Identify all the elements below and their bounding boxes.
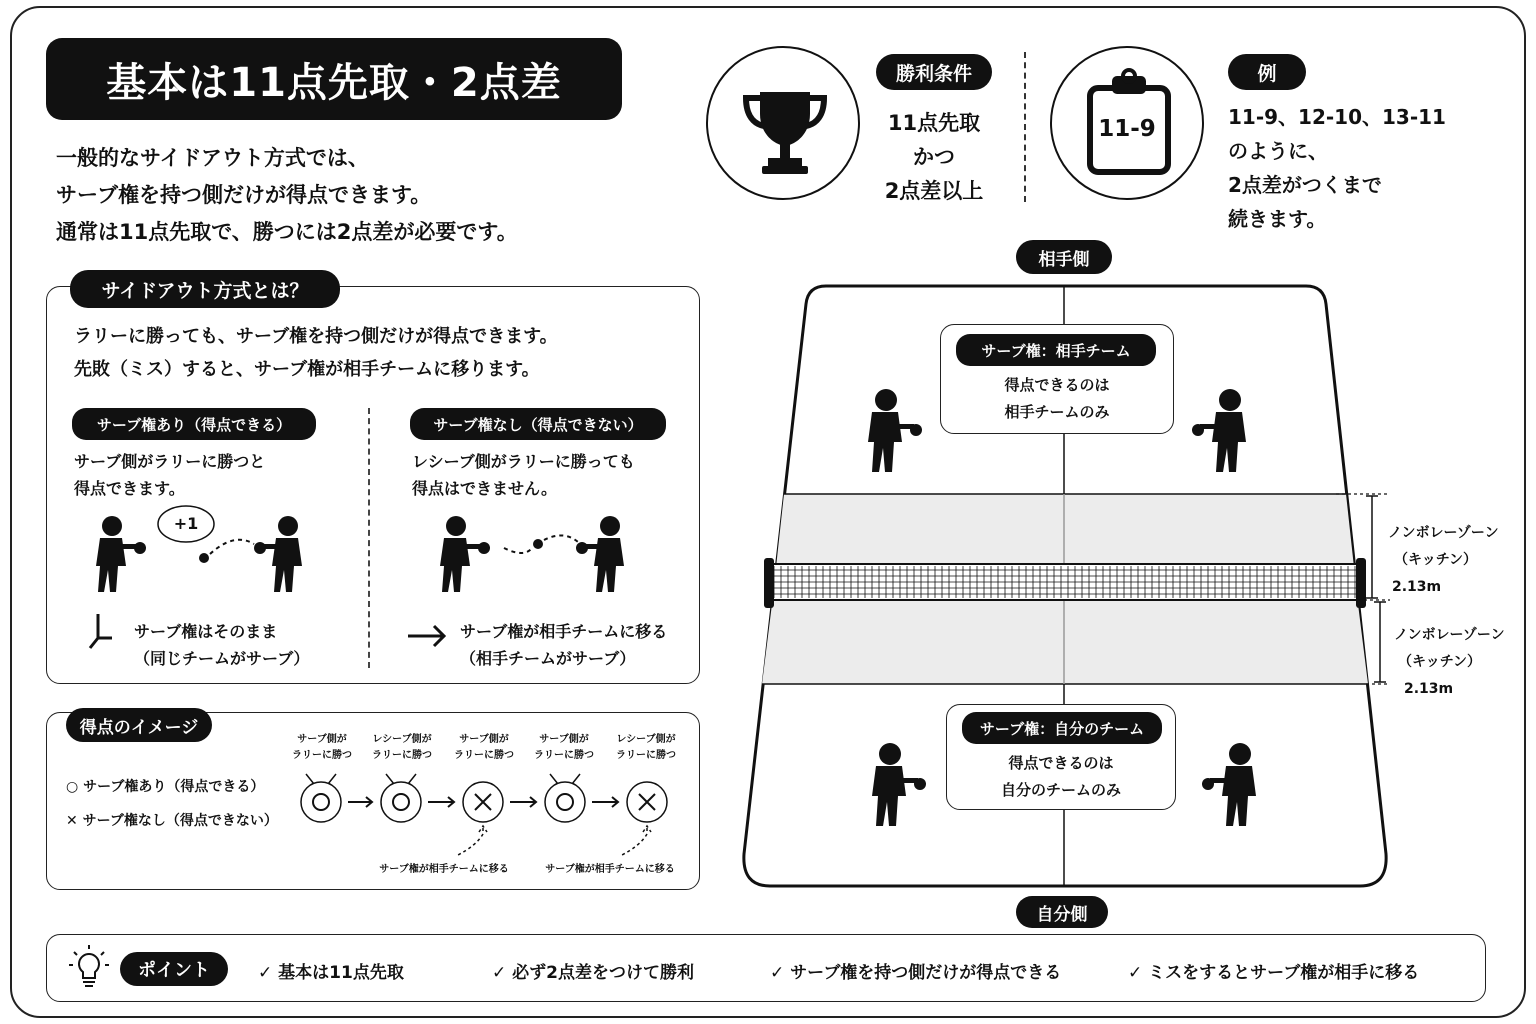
step-label: レシーブ側が ラリーに勝つ xyxy=(372,734,432,761)
kitchen-line: （キッチン） xyxy=(1398,654,1482,670)
kitchen-line: ノンボレーゾーン xyxy=(1388,525,1499,541)
win-condition-text xyxy=(868,106,1000,208)
example-line: 11-9、12-10、13-11 xyxy=(1228,105,1446,129)
step-circle xyxy=(381,782,421,822)
point-item: ✓ サーブ権を持つ側だけが得点できる xyxy=(770,963,1062,983)
clipboard-score: 11-9 xyxy=(1098,116,1156,142)
result-line: （相手チームがサーブ） xyxy=(460,649,636,668)
court-bottom-text xyxy=(946,750,1176,804)
legend-item: ○ サーブ権あり（得点できる） xyxy=(66,779,265,795)
move-label: サーブ権が相手チームに移る xyxy=(545,864,675,875)
serve-yes-text xyxy=(74,448,265,502)
point-item: ✓ 必ず2点差をつけて勝利 xyxy=(492,963,694,983)
intro-line: 通常は11点先取で、勝つには2点差が必要です。 xyxy=(56,220,518,244)
intro-line: サーブ権を持つ側だけが得点できます。 xyxy=(56,183,432,207)
serve-yes-result xyxy=(134,618,309,672)
win-line: 2点差以上 xyxy=(884,179,984,203)
kitchen-top-label xyxy=(1388,520,1499,601)
serve-no-line: 得点はできません。 xyxy=(412,479,557,498)
divider xyxy=(1024,52,1026,202)
ball xyxy=(533,539,543,549)
result-line: （同じチームがサーブ） xyxy=(134,649,310,668)
legend-item: ✕ サーブ権なし（得点できない） xyxy=(66,813,278,829)
trophy-icon xyxy=(708,48,862,202)
step-circle xyxy=(301,782,341,822)
step-label: レシーブ側が ラリーに勝つ xyxy=(616,734,676,761)
result-line: サーブ権はそのまま xyxy=(134,622,278,641)
win-condition-label: 勝利条件 xyxy=(876,54,992,90)
serve-yes-line: 得点できます。 xyxy=(74,479,185,498)
win-line: かつ xyxy=(913,145,955,169)
trophy-circle xyxy=(706,46,860,200)
serve-no-text xyxy=(412,448,635,502)
step-label: サーブ側が ラリーに勝つ xyxy=(292,734,352,761)
court-bottom-pill: サーブ権：自分のチーム xyxy=(962,712,1162,744)
point-item: ✓ 基本は11点先取 xyxy=(258,963,404,983)
example-label: 例 xyxy=(1228,54,1306,90)
arrow-right-icon xyxy=(406,622,448,650)
kitchen-line: （キッチン） xyxy=(1394,552,1478,568)
serve-no-result xyxy=(460,618,667,672)
arrow-down-icon xyxy=(84,612,114,652)
serve-yes-pill: サーブ権あり（得点できる） xyxy=(72,408,316,440)
court-bottom-line: 自分のチームのみ xyxy=(1000,781,1121,799)
page-title: 基本は11点先取・2点差 xyxy=(46,38,622,120)
player-icon xyxy=(254,516,302,592)
scoring-legend xyxy=(66,770,278,838)
points-pill: ポイント xyxy=(120,952,228,986)
example-line: のように、 xyxy=(1228,139,1328,163)
kitchen-line: ノンボレーゾーン xyxy=(1394,627,1505,643)
step-circle xyxy=(463,782,503,822)
intro-text xyxy=(56,140,518,251)
intro-line: 一般的なサイドアウト方式では、 xyxy=(56,146,369,170)
kitchen-line: 2.13m xyxy=(1392,579,1442,595)
court-top-line: 得点できるのは xyxy=(1004,376,1110,394)
step-label: サーブ側が ラリーに勝つ xyxy=(454,734,514,761)
serve-no-pill: サーブ権なし（得点できない） xyxy=(410,408,666,440)
court-top-label: 相手側 xyxy=(1016,240,1112,274)
point-item: ✓ ミスをするとサーブ権が相手に移る xyxy=(1128,963,1420,983)
step-label: サーブ側が ラリーに勝つ xyxy=(534,734,594,761)
scoring-sequence xyxy=(286,766,686,866)
serve-no-scene xyxy=(414,500,654,600)
court-top-text xyxy=(940,372,1174,426)
kitchen-line: 2.13m xyxy=(1404,681,1454,697)
step-circle xyxy=(545,782,585,822)
ball xyxy=(199,553,209,563)
example-line: 続きます。 xyxy=(1228,207,1327,231)
sideout-divider xyxy=(368,408,370,668)
sideout-desc xyxy=(74,320,558,386)
court-bottom-label: 自分側 xyxy=(1016,896,1108,928)
score-bubble: +1 xyxy=(173,514,199,533)
court-top-pill: サーブ権：相手チーム xyxy=(956,334,1156,366)
example-line: 2点差がつくまで xyxy=(1228,173,1382,197)
kitchen-bottom-label xyxy=(1394,622,1505,703)
move-label: サーブ権が相手チームに移る xyxy=(379,864,509,875)
serve-no-line: レシーブ側がラリーに勝っても xyxy=(412,452,635,471)
sideout-desc-line: ラリーに勝っても、サーブ権を持つ側だけが得点できます。 xyxy=(74,326,558,347)
player-icon xyxy=(96,516,146,592)
net xyxy=(764,558,1366,608)
win-line: 11点先取 xyxy=(887,111,981,135)
player-icon xyxy=(576,516,624,592)
example-text xyxy=(1228,100,1446,236)
player-icon xyxy=(440,516,490,592)
step-circle xyxy=(627,782,667,822)
serve-yes-line: サーブ側がラリーに勝つと xyxy=(74,452,266,471)
sideout-desc-line: 先敗（ミス）すると、サーブ権が相手チームに移ります。 xyxy=(74,359,540,380)
scoring-title: 得点のイメージ xyxy=(66,708,212,742)
sideout-title: サイドアウト方式とは？ xyxy=(70,270,340,308)
court-top-line: 相手チームのみ xyxy=(1004,403,1110,421)
result-line: サーブ権が相手チームに移る xyxy=(460,622,668,641)
court-bottom-line: 得点できるのは xyxy=(1008,754,1114,772)
lightbulb-icon xyxy=(68,944,110,990)
